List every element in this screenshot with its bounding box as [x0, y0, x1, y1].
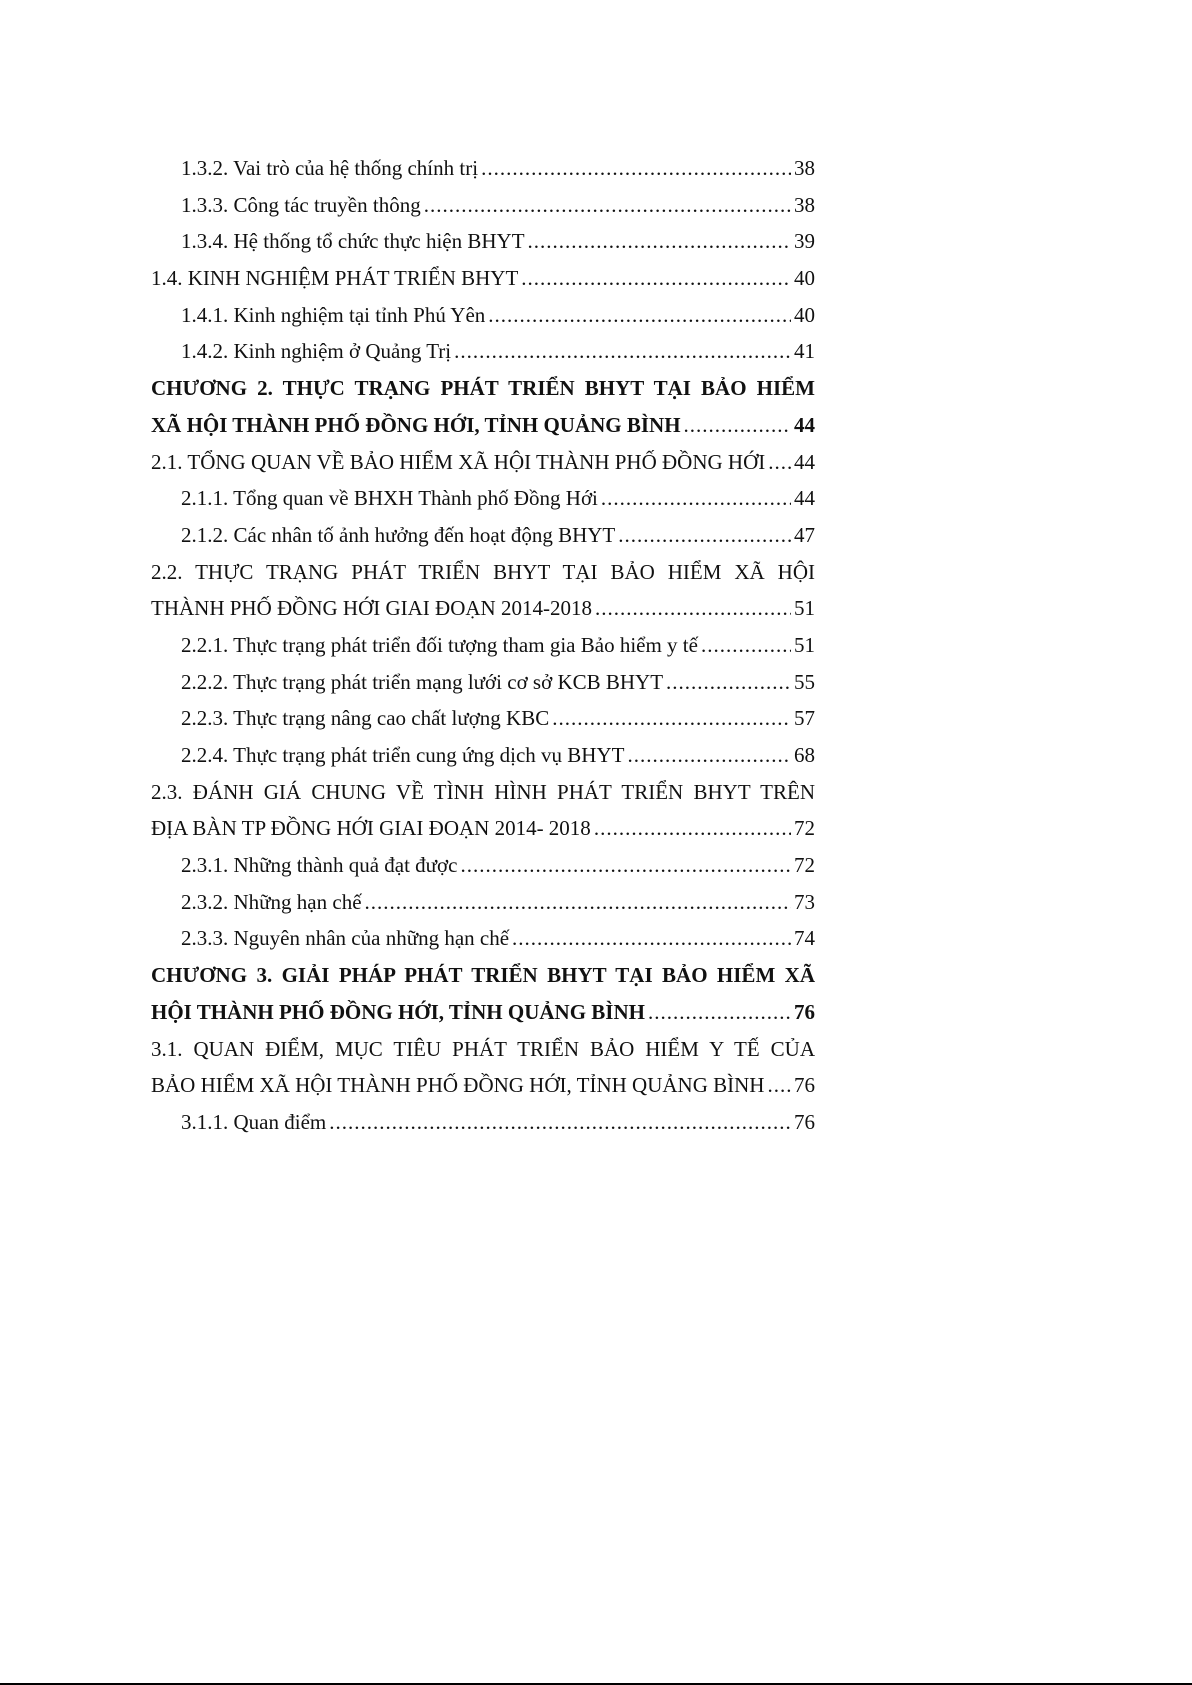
toc-dot-leader	[488, 297, 791, 334]
toc-entry-title: 1.4. KINH NGHIỆM PHÁT TRIỂN BHYT	[151, 266, 519, 291]
toc-page-number: 55	[794, 669, 815, 694]
toc-entry[interactable]	[151, 774, 815, 811]
toc-entry-title: 2.2.3. Thực trạng nâng cao chất lượng KBC	[181, 706, 550, 731]
toc-page-number: 38	[794, 192, 815, 217]
toc-entry[interactable]	[151, 444, 815, 481]
toc-entry[interactable]	[151, 1067, 815, 1104]
toc-entry[interactable]	[151, 260, 815, 297]
toc-entry[interactable]	[151, 480, 815, 517]
toc-dot-leader	[618, 517, 791, 554]
toc-page-number: 72	[794, 816, 815, 841]
toc-entry-title: 2.3.1. Những thành quả đạt được	[181, 853, 458, 878]
toc-entry-title: 2.2.2. Thực trạng phát triển mạng lưới cơ sở KCB BHYT	[181, 669, 664, 694]
toc-entry[interactable]	[151, 407, 815, 444]
toc-entry-title: 3.1.1. Quan điểm	[181, 1109, 327, 1134]
toc-page-number: 74	[794, 926, 815, 951]
toc-page-number: 39	[794, 229, 815, 254]
toc-dot-leader	[701, 627, 791, 664]
toc-entry[interactable]	[151, 920, 815, 957]
toc-page-number: 44	[794, 449, 815, 474]
toc-entry[interactable]	[151, 333, 815, 370]
toc-entry-title: 2.2.1. Thực trạng phát triển đối tượng tham gia Bảo hiểm y tế	[181, 632, 698, 657]
toc-dot-leader	[767, 1067, 791, 1104]
toc-page-number: 40	[794, 266, 815, 291]
toc-entry-title: HỘI THÀNH PHỐ ĐỒNG HỚI, TỈNH QUẢNG BÌNH	[151, 999, 645, 1024]
toc-entry[interactable]	[151, 297, 815, 334]
toc-dot-leader	[768, 444, 791, 481]
toc-page-number: 40	[794, 302, 815, 327]
toc-dot-leader	[601, 480, 791, 517]
toc-entry-title: 2.1. TỔNG QUAN VỀ BẢO HIỂM XÃ HỘI THÀNH PHỐ ĐỒNG HỚI	[151, 449, 766, 474]
toc-dot-leader	[481, 150, 791, 187]
toc-dot-leader	[552, 700, 791, 737]
toc-dot-leader	[666, 664, 791, 701]
toc-page-number: 38	[794, 156, 815, 180]
toc-entry[interactable]	[151, 370, 815, 407]
toc-entry[interactable]	[151, 700, 815, 737]
toc-page-number: 41	[794, 339, 815, 364]
toc-entry[interactable]	[151, 664, 815, 701]
toc-page-number: 51	[794, 632, 815, 657]
toc-page-number: 68	[794, 743, 815, 767]
toc-entry-title: 2.2.4. Thực trạng phát triển cung ứng dịch vụ BHYT	[181, 743, 625, 767]
toc-page-number: 51	[794, 596, 815, 621]
toc-dot-leader	[424, 187, 791, 224]
toc-entry[interactable]	[151, 223, 815, 260]
toc-entry[interactable]	[151, 957, 815, 994]
toc-entry[interactable]	[151, 994, 815, 1031]
toc-entry-title: 2.1.1. Tổng quan về BHXH Thành phố Đồng Hới	[181, 486, 598, 511]
toc-page-number: 76	[794, 1109, 815, 1134]
toc-page-number: 44	[794, 486, 815, 511]
toc-entry-title: 2.2. THỰC TRẠNG PHÁT TRIỂN BHYT TẠI BẢO HIỂM XÃ HỘI	[151, 559, 815, 584]
toc-entry-title: CHƯƠNG 2. THỰC TRẠNG PHÁT TRIỂN BHYT TẠI BẢO HIỂM	[151, 376, 815, 401]
toc-entry-title: 2.1.2. Các nhân tố ảnh hưởng đến hoạt động BHYT	[181, 522, 616, 547]
toc-entry[interactable]	[151, 554, 815, 591]
toc-entry-title: 1.4.1. Kinh nghiệm tại tỉnh Phú Yên	[181, 302, 486, 327]
toc-entry[interactable]	[151, 150, 815, 187]
toc-entry-title: 3.1. QUAN ĐIỂM, MỤC TIÊU PHÁT TRIỂN BẢO HIỂM Y TẾ CỦA	[151, 1036, 815, 1061]
toc-entry-title: 1.4.2. Kinh nghiệm ở Quảng Trị	[181, 339, 452, 364]
toc-entry-title: THÀNH PHỐ ĐỒNG HỚI GIAI ĐOẠN 2014-2018	[151, 596, 592, 621]
toc-entry-title: XÃ HỘI THÀNH PHỐ ĐỒNG HỚI, TỈNH QUẢNG BÌNH	[151, 412, 681, 437]
toc-entry-title: 2.3.2. Những hạn chế	[181, 889, 362, 914]
toc-entry-title: 1.3.3. Công tác truyền thông	[181, 192, 421, 217]
toc-page-number: 76	[794, 1073, 815, 1098]
toc-dot-leader	[684, 407, 791, 444]
toc-dot-leader	[528, 223, 791, 260]
toc-page-number: 76	[794, 999, 815, 1024]
toc-page-number: 47	[794, 522, 815, 547]
toc-entry[interactable]	[151, 627, 815, 664]
toc-entry-title: CHƯƠNG 3. GIẢI PHÁP PHÁT TRIỂN BHYT TẠI BẢO HIỂM XÃ	[151, 963, 815, 988]
toc-entry-title: 2.3.3. Nguyên nhân của những hạn chế	[181, 926, 510, 951]
toc-dot-leader	[627, 737, 791, 774]
toc-dot-leader	[329, 1104, 791, 1141]
toc-dot-leader	[648, 994, 791, 1031]
toc-dot-leader	[595, 590, 791, 627]
toc-entry-title: 1.3.2. Vai trò của hệ thống chính trị	[181, 156, 479, 180]
toc-entry-title: 1.3.4. Hệ thống tổ chức thực hiện BHYT	[181, 229, 525, 254]
toc-dot-leader	[461, 847, 792, 884]
toc-page-number: 72	[794, 853, 815, 878]
toc-dot-leader	[512, 920, 791, 957]
toc-entry-title: 2.3. ĐÁNH GIÁ CHUNG VỀ TÌNH HÌNH PHÁT TRIỂN BHYT TRÊN	[151, 779, 815, 804]
toc-entry[interactable]	[151, 884, 815, 921]
toc-entry[interactable]	[151, 1104, 815, 1141]
toc-page-number: 44	[794, 412, 815, 437]
toc-entry[interactable]	[151, 1031, 815, 1068]
toc-entry[interactable]	[151, 187, 815, 224]
toc-entry-title: BẢO HIỂM XÃ HỘI THÀNH PHỐ ĐỒNG HỚI, TỈNH QUẢNG BÌNH	[151, 1073, 765, 1098]
toc-entry[interactable]	[151, 810, 815, 847]
toc-dot-leader	[454, 333, 791, 370]
toc-entry[interactable]	[151, 737, 815, 774]
toc-entry[interactable]	[151, 517, 815, 554]
toc-entry[interactable]	[151, 590, 815, 627]
toc-page-number: 73	[794, 889, 815, 914]
toc-page-number: 57	[794, 706, 815, 731]
toc-dot-leader	[521, 260, 791, 297]
table-of-contents	[151, 150, 815, 1141]
toc-dot-leader	[594, 810, 791, 847]
toc-dot-leader	[365, 884, 791, 921]
toc-entry-title: ĐỊA BÀN TP ĐỒNG HỚI GIAI ĐOẠN 2014- 2018	[151, 816, 591, 841]
toc-entry[interactable]	[151, 847, 815, 884]
